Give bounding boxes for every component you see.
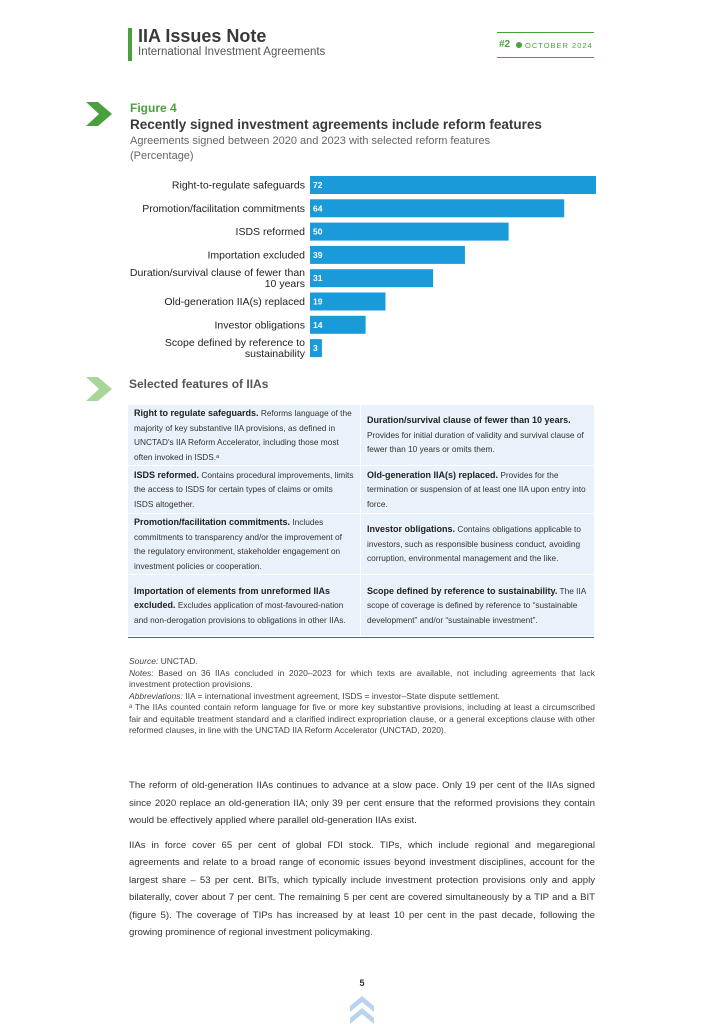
bar-value-label: 64	[313, 203, 323, 214]
figure-notes	[129, 656, 595, 737]
page-number: 5	[359, 978, 365, 988]
figure-title: Recently signed investment agreements include reform features	[130, 117, 542, 132]
chevron-right-icon	[86, 377, 112, 401]
feature-cell	[128, 405, 361, 465]
feature-cell	[128, 575, 361, 636]
footnote: ᵃ The IIAs counted contain reform language for five or more key substantive provisions, including at least a circumscribed fair and equitable treatment standard and a clarified indirect expropriation clause, or a general exceptions clause with other reformed clauses, in line with the UNCTAD IIA Reform Accelerator (UNCTAD, 2020).	[129, 702, 595, 735]
feature-cell	[361, 514, 594, 574]
figure-subtitle-line1: Agreements signed between 2020 and 2023 with selected reform features	[130, 135, 491, 147]
abbreviations-note	[129, 691, 595, 703]
category-label: Investor obligations	[214, 319, 305, 332]
bar-value-label: 14	[313, 319, 323, 330]
table-row	[128, 405, 594, 466]
source-note	[129, 656, 595, 668]
features-title: Selected features of IIAs	[129, 377, 269, 391]
feature-text: Reforms language of the majority of key substantive IIA provisions, as defined in UNCTAD's IIA Reform Accelerator, including those most often invoked in ISDS.ᵃ	[134, 408, 352, 462]
notes-text: Based on 36 IIAs concluded in 2020–2023 for which texts are available, not including agreements that lack investment protection provisions.	[129, 667, 595, 689]
feature-cell	[361, 466, 594, 513]
feature-text: Excludes application of most-favoured-nation and non-derogation provisions to obligations in other IIAs.	[134, 600, 346, 625]
table-row	[128, 514, 594, 575]
bar-value-label: 19	[313, 296, 323, 307]
category-label: Scope defined by reference to sustainability	[164, 337, 305, 361]
feature-title: Duration/survival clause of fewer than 10 years.	[367, 415, 571, 426]
category-label: Right-to-regulate safeguards	[171, 179, 305, 192]
feature-title: ISDS reformed.	[134, 469, 200, 480]
feature-text: Contains procedural improvements, limits the access to ISDS for certain types of claims or omits ISDS altogether.	[134, 469, 354, 509]
feature-title: Scope defined by reference to sustainability.	[367, 585, 558, 596]
feature-cell	[361, 575, 594, 636]
body-paragraph: IIAs in force cover 65 per cent of global FDI stock. TIPs, which include regional and megaregional agreements and relate to a broad range of economic issues beyond investment disciplines, account for the largest share – 53 per cent. BITs, which typically include investment protection provisions only and apply bilaterally, cover about 7 per cent. The remaining 5 per cent are covered simultaneously by a TIP and a BIT (figure 5). The coverage of TIPs has increased by at least 10 per cent in the past decade, following the growing prominence of regional investment policymaking.	[129, 839, 595, 938]
feature-cell	[361, 405, 594, 465]
category-label: ISDS reformed	[235, 226, 305, 239]
issue-number: #2	[499, 39, 511, 50]
chevron-up-icon[interactable]	[350, 996, 374, 1024]
notes-label: Notes:	[129, 667, 154, 678]
category-label: Importation excluded	[207, 249, 305, 262]
abbreviations-label: Abbreviations:	[129, 690, 183, 701]
bar-value-label: 39	[313, 249, 323, 260]
body-text	[129, 777, 595, 949]
source-label: Source:	[129, 656, 159, 666]
bar-value-label: 50	[313, 226, 323, 237]
category-label: Promotion/facilitation commitments	[142, 202, 305, 215]
figure-subtitle-line2: (Percentage)	[130, 150, 194, 162]
notes-note	[129, 668, 595, 691]
feature-text: Includes commitments to transparency and/or the improvement of the regulatory environment, stakeholder engagement on investment policies or cooperation.	[134, 517, 342, 571]
issue-date: OCTOBER 2024	[525, 41, 593, 50]
feature-title: Importation of elements from unreformed IIAs excluded.	[134, 585, 331, 611]
table-row	[128, 466, 594, 514]
category-label: Duration/survival clause of fewer than 10 years	[129, 267, 305, 291]
abbreviations-text: IIA = international investment agreement, ISDS = investor–State dispute settlement.	[182, 690, 500, 701]
feature-title: Old-generation IIA(s) replaced.	[367, 469, 499, 480]
feature-title: Right to regulate safeguards.	[134, 408, 259, 418]
features-table	[128, 405, 594, 638]
body-paragraph: The reform of old-generation IIAs continues to advance at a slow pace. Only 19 per cent of the IIAs signed since 2020 replace an old-generation IIA; only 39 per cent ensure that the reformed provisions they contain would be effectively applied where parallel old-generation IIAs exist.	[129, 780, 595, 826]
bar-value-label: 3	[313, 343, 318, 354]
bar	[310, 176, 596, 194]
bar	[310, 223, 509, 241]
feature-title: Investor obligations.	[367, 524, 456, 535]
source-text: UNCTAD.	[158, 656, 198, 666]
feature-text: Contains obligations applicable to investors, such as responsible business conduct, avoiding corruption, environmental management and the like.	[367, 524, 581, 564]
feature-cell	[128, 514, 361, 574]
feature-text: Provides for the termination or suspension of at least one IIA upon entry into force.	[367, 469, 586, 509]
feature-title: Promotion/facilitation commitments.	[134, 517, 291, 527]
category-label: Old-generation IIA(s) replaced	[164, 296, 305, 308]
bar-value-label: 72	[313, 180, 323, 190]
bar	[310, 199, 564, 217]
bar	[310, 246, 465, 264]
bar-value-label: 31	[313, 273, 323, 284]
publication-title: IIA Issues Note	[138, 26, 267, 46]
feature-cell	[128, 466, 361, 513]
figure-label: Figure 4	[130, 101, 177, 115]
feature-text: The IIA scope of coverage is defined by reference to “sustainable development” and/or “sustainable investment”.	[367, 585, 586, 625]
feature-text: Provides for initial duration of validity and survival clause of fewer than 10 years or omits them.	[367, 429, 584, 455]
publication-subtitle: International Investment Agreements	[138, 46, 326, 58]
bar	[310, 269, 433, 287]
table-row	[128, 575, 594, 637]
